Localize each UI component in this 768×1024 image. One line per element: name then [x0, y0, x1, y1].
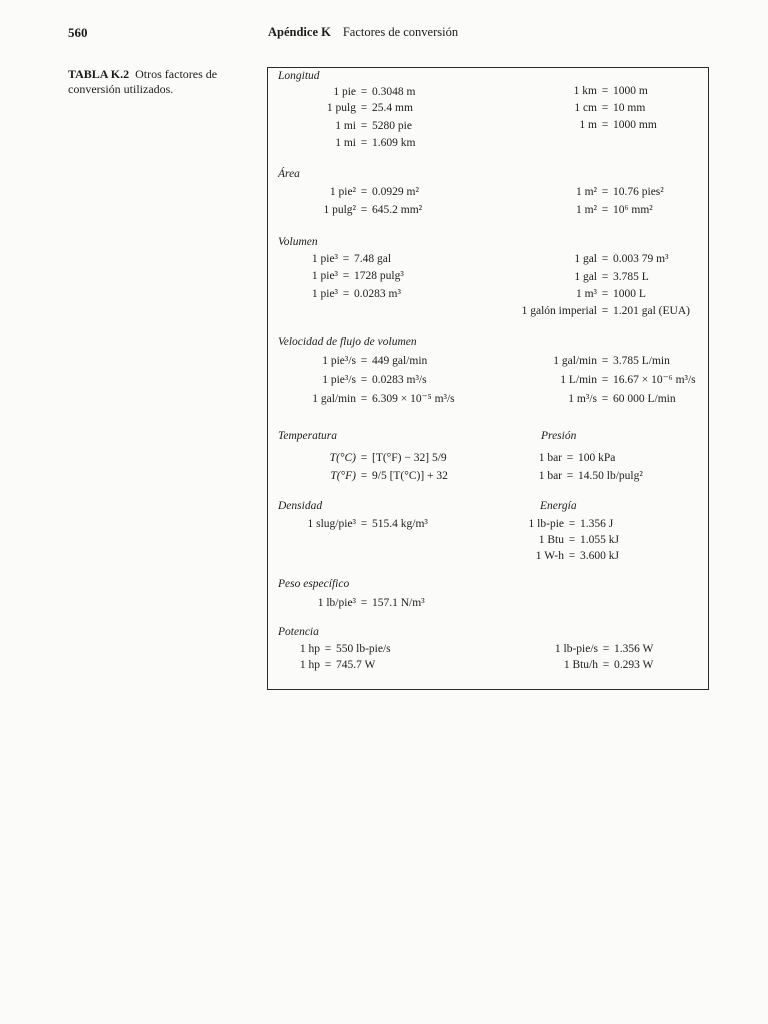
conversion-row: 1 m² = 10.76 pies²: [575, 186, 664, 198]
conversion-row: 1 hp = 745.7 W: [299, 659, 376, 671]
conversion-row: 1 pie³/s = 449 gal/min: [322, 355, 428, 367]
conversion-row: 1 m³/s = 60 000 L/min: [568, 393, 676, 405]
appendix-label: Apéndice K: [268, 25, 331, 39]
conversion-row: 1 mi = 1.609 km: [335, 137, 416, 149]
conversion-row: 1 mi = 5280 pie: [335, 120, 412, 132]
conversion-row: 1 L/min = 16.67 × 10⁻⁶ m³/s: [560, 374, 696, 386]
conversion-row: 1 pulg = 25.4 mm: [326, 102, 413, 114]
conversion-row: 1 gal = 3.785 L: [574, 271, 649, 283]
conversion-row: 1 Btu/h = 0.293 W: [563, 659, 654, 671]
section-title-temperatura: Temperatura: [278, 430, 337, 442]
page-number: 560: [68, 25, 88, 40]
conversion-row: 1 cm = 10 mm: [574, 102, 646, 114]
conversion-row: 1 pie = 0.3048 m: [333, 86, 416, 98]
conversion-row: 1 gal/min = 3.785 L/min: [553, 355, 670, 367]
conversion-row: 1 m² = 10⁶ mm²: [575, 204, 653, 216]
section-title-presion: Presión: [541, 430, 577, 442]
conversion-row: 1 Btu = 1.055 kJ: [538, 534, 619, 546]
conversion-row: 1 W-h = 3.600 kJ: [535, 550, 619, 562]
running-header: [268, 25, 458, 40]
conversion-row: 1 pie² = 0.0929 m²: [329, 186, 419, 198]
conversion-row: 1 m³ = 1000 L: [575, 288, 646, 300]
conversion-row: T(°F) = 9/5 [T(°C)] + 32: [330, 470, 448, 482]
conversion-row: 1 pie³ = 0.0283 m³: [311, 288, 401, 300]
section-title-flujo: Velocidad de flujo de volumen: [278, 336, 417, 348]
section-title-volumen: Volumen: [278, 236, 318, 248]
conversion-row: 1 pie³/s = 0.0283 m³/s: [322, 374, 427, 386]
table-caption-text: Otros factores de conversión utilizados.: [68, 67, 218, 96]
conversion-row: 1 slug/pie³ = 515.4 kg/m³: [307, 518, 428, 530]
conversion-row: 1 gal/min = 6.309 × 10⁻⁵ m³/s: [312, 393, 455, 405]
conversion-table: [267, 67, 709, 690]
section-title-longitud: Longitud: [278, 70, 320, 82]
conversion-row: 1 lb/pie³ = 157.1 N/m³: [317, 597, 425, 609]
conversion-row: 1 bar = 100 kPa: [538, 452, 616, 464]
section-title-energia: Energía: [540, 500, 577, 512]
conversion-row: 1 pulg² = 645.2 mm²: [323, 204, 423, 216]
section-title-area: Área: [278, 168, 300, 180]
conversion-row: 1 lb-pie = 1.356 J: [528, 518, 614, 530]
conversion-row: 1 lb-pie/s = 1.356 W: [554, 643, 654, 655]
conversion-row: 1 galón imperial = 1.201 gal (EUA): [521, 305, 690, 317]
conversion-row: T(°C) = [T(°F) − 32] 5/9: [329, 452, 447, 464]
conversion-row: 1 gal = 0.003 79 m³: [574, 253, 669, 265]
conversion-row: 1 km = 1000 m: [573, 85, 648, 97]
conversion-row: 1 pie³ = 7.48 gal: [311, 253, 392, 265]
appendix-title: Factores de conversión: [342, 25, 459, 39]
conversion-row: 1 hp = 550 lb-pie/s: [299, 643, 391, 655]
table-label: TABLA K.2: [68, 67, 130, 81]
table-caption: [68, 67, 248, 97]
section-title-potencia: Potencia: [278, 626, 319, 638]
conversion-row: 1 m = 1000 mm: [579, 119, 657, 131]
conversion-row: 1 pie³ = 1728 pulg³: [311, 270, 404, 282]
section-title-peso: Peso específico: [278, 578, 350, 590]
section-title-densidad: Densidad: [278, 500, 323, 512]
conversion-row: 1 bar = 14.50 lb/pulg²: [538, 470, 643, 482]
